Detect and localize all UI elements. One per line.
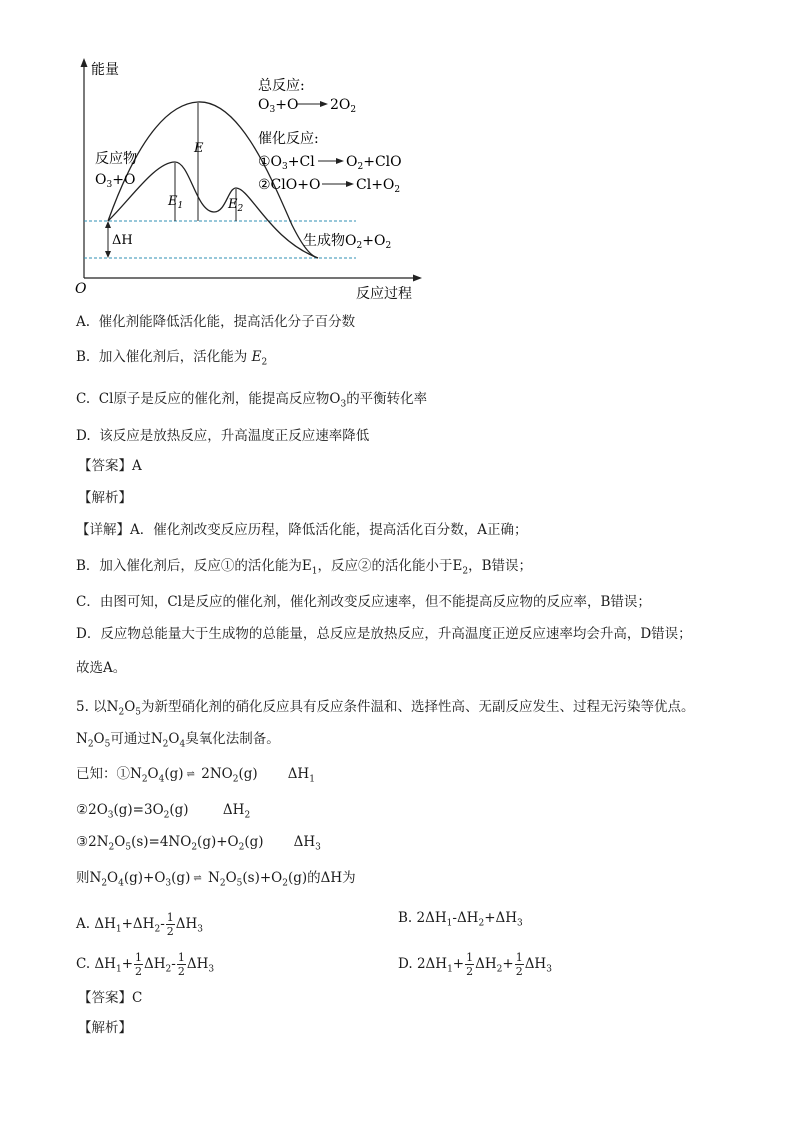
q4-detail-d: D．反应物总能量大于生成物的总能量，总反应是放热反应，升高温度正逆反应速率均会升高，D错误； [76,626,692,642]
label-e: E [194,141,204,156]
ask-text: (g)+O [123,870,166,886]
sub: 3 [517,918,523,929]
x-axis-arrow [413,275,422,282]
op: + [452,956,465,972]
q4-option-d [76,430,369,444]
stem-text: N [76,731,88,747]
option-text: 的平衡转化率 [346,391,428,407]
q5-eq3 [76,836,321,853]
coef: 2 [416,956,426,972]
dh: ΔH [186,956,209,972]
stem-text: 为新型硝化剂的硝化反应具有反应条件温和、选择性高、无副反应发生、过程无污染等优点。 [141,699,695,715]
frac-den: 2 [177,965,185,978]
sub: 2 [244,810,251,821]
x-axis-label: 反应过程 [356,286,412,302]
overall-title: 总反应: [258,78,305,94]
op: - [160,916,165,932]
option-letter: A. [76,314,91,330]
sub: 3 [208,964,215,975]
fraction-half [166,912,175,937]
sub: 5 [125,842,132,853]
origin-label: O [75,281,87,297]
sub: 1 [311,566,318,577]
stem-text: 臭氧化法制备。 [185,731,280,747]
sub: 2 [191,842,198,853]
dh: ΔH [175,916,198,932]
fraction-half [465,952,474,977]
coef: 2 [416,910,426,926]
q4-conclusion: 故选A。 [76,660,127,676]
sub: 2 [219,878,226,889]
stem-text: 5. 以N [76,699,119,715]
option-letter: B. [398,910,413,926]
fraction-half [515,952,524,977]
dh: ΔH [475,956,497,972]
dh: ΔH [144,956,166,972]
q4-detail-a: 【详解】A．催化剂改变反应历程，降低活化能，提高活化百分数，A正确； [76,522,528,538]
dh: ΔH [425,910,447,926]
overall-arrow-head [320,101,328,107]
sub: 3 [546,964,552,975]
eq-text: O [114,834,126,850]
dh: ΔH [94,956,116,972]
dh: ΔH [456,910,479,926]
energy-diagram [0,0,794,310]
option-letter: D. [398,956,413,972]
frac-num: 1 [135,951,143,964]
op: - [171,956,176,972]
cat1-left: $①O_3+Cl$ [258,154,315,172]
equilibrium-arrow-icon: ⇌ [193,872,201,884]
sub: 2 [282,878,288,889]
sub: 3 [107,810,114,821]
q5-answer: 【答案】C [78,990,143,1006]
option-text: Cl原子是反应的催化剂，能提高反应物O [98,391,341,407]
op: - [452,910,457,926]
cat1-arrow-head [336,158,344,164]
overall-eq-right: $2O_2$ [330,97,357,115]
q5-option-b [398,912,523,929]
sub: 5 [104,739,111,750]
eq-text: (g) [244,834,264,850]
sub: 2 [165,964,172,975]
sub: 2 [108,842,115,853]
op: + [484,910,496,926]
cat2-arrow-head [346,181,354,187]
delta-h-arrow-bottom [105,251,111,258]
option-letter: C. [76,391,91,407]
sub: 2 [162,739,169,750]
frac-num: 1 [166,911,174,924]
eq-text: 2NO [201,766,233,782]
dh: ΔH [222,802,245,818]
dh: ΔH [425,956,448,972]
label-e2: $E_2$ [228,197,244,214]
frac-num: 1 [515,951,523,964]
eq-text: O [147,766,159,782]
equilibrium-arrow-icon: ⇌ [186,768,194,780]
q5-ask [76,872,356,889]
sub: 3 [165,878,172,889]
sub: 1 [447,964,453,975]
e-symbol: E [251,349,262,365]
option-letter: B. [76,349,91,365]
q5-eq2 [76,804,250,821]
op: + [502,956,514,972]
dh: ΔH [524,956,547,972]
eq-text: (g) [164,766,184,782]
sub: 2 [238,842,245,853]
sub: 2 [101,878,108,889]
sub: 4 [158,774,165,785]
ask-text: O [107,870,119,886]
sub: 1 [309,774,315,785]
fraction-half [177,952,186,977]
q4-detail-c: C．由图可知，Cl是反应的催化剂，催化剂改变反应速率，但不能提高反应物的反应率，B错误； [76,594,651,610]
sub: 3 [315,842,321,853]
stem-text: 可通过N [110,731,163,747]
q5-option-d [398,952,552,977]
detail-text: ，B错误； [468,558,533,574]
eq-text: (g)=3O [113,802,164,818]
option-text: 该反应是放热反应，升高温度正反应速率降低 [99,428,370,444]
sub: 1 [115,924,122,935]
stem-text: O [168,731,180,747]
label-e1: $E_1$ [168,194,184,211]
option-letter: C. [76,956,91,972]
q5-option-a [76,912,203,937]
eq-text: (g) [238,766,258,782]
q4-option-b [76,351,267,368]
fraction-half [134,952,143,977]
sub: 3 [340,399,347,410]
sub: 2 [154,924,161,935]
eq-text: (g) [169,802,189,818]
option-letter: D. [76,428,91,444]
sub: 2 [141,774,148,785]
op: + [121,956,134,972]
frac-num: 1 [177,951,185,964]
sub: 4 [179,739,186,750]
q4-detail-b [76,560,532,577]
y-axis-label: 能量 [91,62,119,78]
sub: 2 [496,964,503,975]
q5-option-c [76,952,214,977]
ask-text: (s)+O [242,870,283,886]
dh: ΔH [495,910,518,926]
sub: 5 [135,707,142,718]
eq-text: ③2N [76,834,109,850]
overall-eq-left: $O_3+O$ [258,97,299,115]
sub: 3 [197,924,204,935]
reactant-label: 反应物 [95,151,137,167]
sub: 2 [163,810,170,821]
option-text: 加入催化剂后，活化能为 [98,349,248,365]
option-letter: A. [76,916,91,932]
ask-text: N [208,870,220,886]
q5-stem-line1 [76,701,695,718]
cat2-right: $Cl+O_2$ [356,177,401,195]
eq-text: ②2O [76,802,108,818]
delta-h-label: ΔH [112,233,133,248]
frac-den: 2 [515,965,523,978]
frac-den: 2 [466,965,474,978]
q4-option-c [76,393,427,410]
sub: 2 [118,707,125,718]
sub: 1 [115,964,122,975]
ask-text: O [225,870,237,886]
detail-text: ，反应②的活化能小于E [317,558,463,574]
eq-text: ①N [116,766,142,782]
q5-eq1 [76,768,315,785]
option-text: 催化剂能降低活化能，提高活化分子百分数 [98,314,356,330]
sub: 2 [478,918,485,929]
eq-text: (s)=4NO [131,834,192,850]
stem-text: O [93,731,105,747]
ask-text: (g)的ΔH为 [287,870,356,886]
delta-h-arrow-top [105,221,111,228]
sub: 2 [232,774,239,785]
e-sub: 2 [261,357,268,368]
ask-text: 则N [76,870,102,886]
dh: ΔH [94,916,116,932]
cat2-left: ②ClO+O [258,177,321,193]
cat-title: 催化反应: [258,131,319,147]
q5-stem-line2 [76,733,280,750]
frac-den: 2 [135,965,143,978]
sub: 5 [236,878,243,889]
q5-analysis-tag: 【解析】 [78,1020,132,1036]
q4-answer: 【答案】A [78,458,142,474]
sub: 1 [446,918,453,929]
known-prefix: 已知： [76,766,117,782]
dh: ΔH [132,916,155,932]
detail-text: B．加入催化剂后，反应①的活化能为E [76,558,312,574]
sub: 4 [118,878,124,889]
ask-text: (g) [171,870,191,886]
dh: ΔH [287,766,310,782]
q4-option-a [76,316,355,330]
sub: 2 [462,566,469,577]
reactant-formula: $O_3+O$ [95,172,136,190]
op: + [121,916,133,932]
q4-analysis-tag: 【解析】 [78,490,132,506]
frac-den: 2 [166,925,174,938]
cat1-right: $O_2+ClO$ [346,154,402,172]
y-axis-arrow [81,58,88,67]
sub: 2 [87,739,94,750]
product-label: 生成物$O_2+O_2$ [303,233,392,251]
eq-text: (g)+O [197,834,239,850]
dh: ΔH [293,834,316,850]
stem-text: O [124,699,136,715]
frac-num: 1 [466,951,474,964]
